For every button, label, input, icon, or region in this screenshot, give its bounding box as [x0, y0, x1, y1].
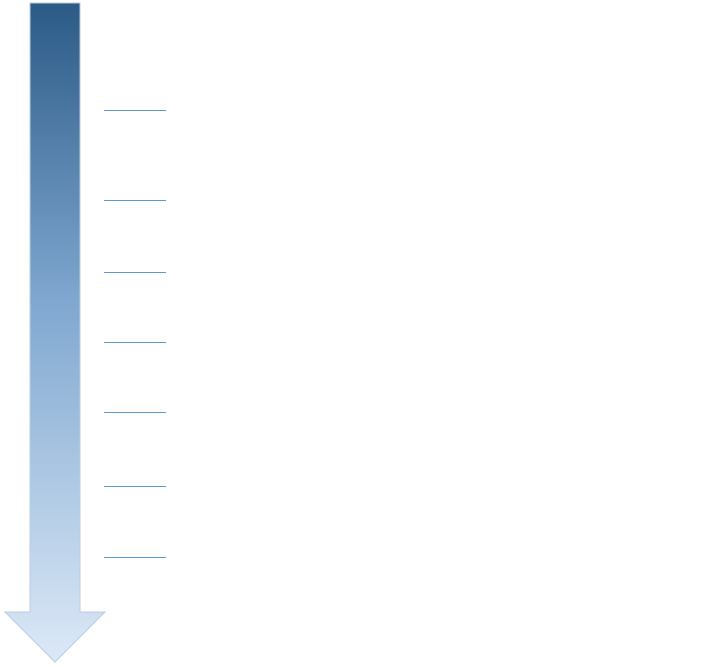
axis-label — [14, 200, 62, 460]
week-rule-18-1 — [104, 272, 166, 273]
week-rule-18-4 — [104, 412, 166, 413]
week-rule-18-5 — [104, 486, 166, 487]
week-rule-18-6 — [104, 557, 166, 558]
week-rule-17-2 — [104, 200, 166, 201]
week-rule-18-3 — [104, 342, 166, 343]
week-rule-17-0 — [104, 110, 166, 111]
